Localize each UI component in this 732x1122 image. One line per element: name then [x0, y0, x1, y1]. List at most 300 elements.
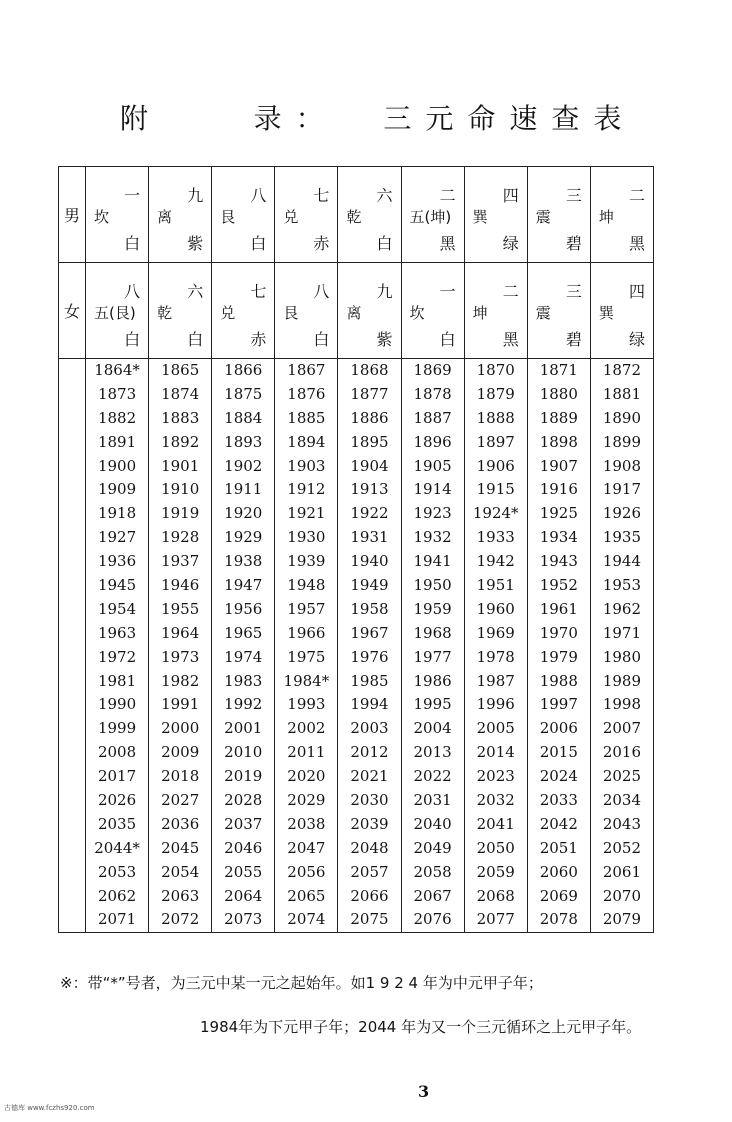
year-value: 2018	[161, 767, 200, 786]
year-value: 1939	[287, 552, 326, 571]
year-value: 1916	[539, 480, 578, 499]
trigram-name: 坤	[598, 208, 614, 226]
star-number: 六	[187, 282, 204, 301]
year-value: 2059	[476, 862, 515, 881]
star-number: 四	[628, 282, 645, 301]
year-column	[464, 359, 527, 933]
male-star-cell	[401, 167, 464, 263]
year-value: 1866	[224, 361, 263, 379]
year-value: 1878	[413, 384, 452, 403]
year-value: 2067	[413, 886, 452, 905]
year-value: 1958	[350, 599, 389, 618]
year-value: 1951	[476, 576, 515, 595]
star-color: 白	[250, 234, 267, 253]
female-star-cell	[590, 263, 653, 359]
year-value: 2036	[161, 814, 200, 833]
year-value: 2026	[97, 791, 137, 810]
year-value: 1979	[539, 647, 578, 666]
trigram-name: 巽	[472, 208, 488, 226]
year-value: 1913	[350, 480, 389, 499]
year-value: 1873	[97, 384, 137, 403]
year-value: 1957	[287, 599, 326, 618]
year-value: 1933	[476, 528, 515, 547]
year-value: 2028	[224, 791, 263, 810]
year-value: 2015	[539, 743, 578, 762]
year-value: 1872	[602, 361, 642, 379]
year-value: 1902	[224, 456, 263, 475]
year-value: 1985	[350, 671, 389, 690]
year-value: 1946	[161, 576, 200, 595]
star-number: 九	[187, 186, 204, 205]
year-value: 1904	[350, 456, 389, 475]
trigram-name: 坎	[409, 304, 425, 322]
year-value: 2055	[224, 862, 263, 881]
year-value: 1995	[413, 695, 452, 714]
year-value: 1877	[350, 384, 389, 403]
year-value: 1905	[413, 456, 452, 475]
year-rows	[59, 359, 654, 933]
year-value: 2031	[413, 791, 452, 810]
year-value: 2014	[476, 743, 515, 762]
year-value: 1921	[287, 504, 326, 523]
year-value: 2045	[161, 838, 200, 857]
year-value: 2075	[350, 910, 389, 929]
year-value: 2041	[476, 814, 515, 833]
star-number: 四	[502, 186, 519, 205]
star-color: 赤	[250, 330, 267, 349]
year-value: 1897	[476, 432, 515, 451]
year-column	[527, 359, 590, 933]
year-value: 1875	[224, 384, 263, 403]
year-value: 2004	[413, 719, 452, 738]
year-value: 1934	[539, 528, 578, 547]
year-value: 2052	[602, 838, 642, 857]
year-value: 1876	[287, 384, 326, 403]
male-star-cell	[527, 167, 590, 263]
year-value: 2025	[602, 767, 642, 786]
trigram-name: 坎	[94, 208, 110, 226]
year-value: 1987	[476, 671, 515, 690]
year-value: 1988	[539, 671, 578, 690]
year-value: 2020	[287, 767, 326, 786]
year-value: 1890	[602, 408, 642, 427]
year-value: 1966	[287, 623, 326, 642]
year-value: 1976	[350, 647, 389, 666]
year-value: 2079	[602, 910, 642, 929]
male-star-cell	[275, 167, 338, 263]
year-value: 1962	[602, 599, 642, 618]
year-value: 1932	[413, 528, 452, 547]
year-value: 1981	[97, 671, 137, 690]
star-number: 八	[250, 186, 267, 205]
star-color: 碧	[565, 330, 582, 349]
year-value: 2000	[161, 719, 200, 738]
female-label: 女	[59, 263, 86, 359]
year-value: 1887	[413, 408, 452, 427]
year-value: 1882	[97, 408, 137, 427]
year-column	[212, 359, 275, 933]
trigram-name: 坤	[472, 304, 488, 322]
year-value: 1943	[539, 552, 578, 571]
male-label: 男	[59, 167, 86, 263]
year-value: 1991	[161, 695, 200, 714]
year-value: 1906	[476, 456, 515, 475]
year-value: 1994	[350, 695, 389, 714]
year-value: 1944	[602, 552, 642, 571]
year-value: 1914	[413, 480, 452, 499]
year-value: 1984*	[283, 671, 330, 690]
year-value: 1986	[413, 671, 452, 690]
female-star-cell	[401, 263, 464, 359]
female-star-cell	[464, 263, 527, 359]
year-value: 2071	[97, 910, 137, 929]
year-value: 1954	[97, 599, 137, 618]
year-value: 1964	[161, 623, 200, 642]
year-value: 2066	[350, 886, 389, 905]
year-column	[401, 359, 464, 933]
year-value: 1982	[161, 671, 200, 690]
year-value: 2070	[602, 886, 642, 905]
year-value: 2044*	[94, 838, 140, 857]
year-value: 2061	[602, 862, 642, 881]
year-value: 1971	[602, 623, 642, 642]
star-color: 黑	[502, 330, 519, 349]
sanyuan-lookup-table	[58, 166, 654, 933]
year-value: 1888	[476, 408, 515, 427]
year-value: 1870	[476, 361, 515, 379]
year-value: 1997	[539, 695, 578, 714]
year-value: 1940	[350, 552, 389, 571]
year-value: 2024	[539, 767, 578, 786]
year-value: 1869	[413, 361, 452, 379]
year-value: 2027	[161, 791, 200, 810]
year-value: 2065	[287, 886, 326, 905]
year-value: 2054	[161, 862, 200, 881]
year-value: 1884	[224, 408, 263, 427]
year-value: 1938	[224, 552, 263, 571]
year-value: 1880	[539, 384, 578, 403]
year-value: 1941	[413, 552, 452, 571]
year-value: 2021	[350, 767, 389, 786]
star-number: 八	[124, 282, 141, 301]
year-value: 2043	[602, 814, 642, 833]
trigram-name: 艮	[283, 304, 299, 322]
year-column	[86, 359, 149, 933]
year-value: 1931	[350, 528, 389, 547]
year-value: 2002	[287, 719, 326, 738]
year-value: 1919	[161, 504, 200, 523]
star-number: 三	[565, 186, 582, 205]
trigram-name: 五(坤)	[409, 208, 452, 226]
star-color: 碧	[565, 234, 582, 253]
year-value: 1915	[476, 480, 515, 499]
star-color: 黑	[628, 234, 645, 253]
year-value: 2019	[224, 767, 263, 786]
year-value: 1989	[602, 671, 642, 690]
year-value: 1894	[287, 432, 326, 451]
year-value: 1918	[97, 504, 137, 523]
trigram-name: 离	[346, 304, 362, 322]
star-color: 白	[313, 330, 330, 349]
year-value: 1908	[602, 456, 642, 475]
year-value: 2076	[413, 910, 452, 929]
year-value: 1892	[161, 432, 200, 451]
year-value: 1942	[476, 552, 515, 571]
year-value: 1963	[97, 623, 137, 642]
page-number: 3	[418, 1082, 430, 1101]
star-color: 黑	[439, 234, 456, 253]
year-value: 2023	[476, 767, 515, 786]
year-value: 1990	[97, 695, 137, 714]
year-value: 1928	[161, 528, 200, 547]
year-value: 2037	[224, 814, 263, 833]
year-value: 2011	[287, 743, 326, 762]
year-value: 1901	[161, 456, 200, 475]
star-color: 紫	[187, 234, 204, 253]
footnote-line-2: 1984年为下元甲子年；2044 年为又一个三元循环之上元甲子年。	[200, 1018, 642, 1036]
female-star-row	[59, 263, 654, 359]
year-value: 2038	[287, 814, 326, 833]
trigram-name: 乾	[346, 208, 362, 226]
year-value: 1947	[224, 576, 263, 595]
footnote-line-1: ※：带“*”号者，为三元中某一元之起始年。如1 9 2 4 年为中元甲子年；	[60, 974, 543, 992]
year-value: 2056	[287, 862, 326, 881]
star-number: 八	[313, 282, 330, 301]
year-value: 2053	[97, 862, 137, 881]
year-value: 1903	[287, 456, 326, 475]
year-value: 1926	[602, 504, 642, 523]
year-value: 1935	[602, 528, 642, 547]
star-number: 二	[628, 186, 645, 205]
year-column	[338, 359, 401, 933]
year-value: 1925	[539, 504, 578, 523]
year-value: 1923	[413, 504, 452, 523]
year-value: 2074	[287, 910, 326, 929]
year-value: 1950	[413, 576, 452, 595]
year-value: 1885	[287, 408, 326, 427]
year-value: 1883	[161, 408, 200, 427]
year-value: 1969	[476, 623, 515, 642]
year-value: 2033	[539, 791, 578, 810]
watermark: 古德库 www.fczhs920.com	[4, 1104, 95, 1112]
year-value: 1917	[602, 480, 642, 499]
year-value: 2005	[476, 719, 515, 738]
year-column	[275, 359, 338, 933]
star-color: 白	[376, 234, 393, 253]
year-value: 1930	[287, 528, 326, 547]
year-value: 1974	[224, 647, 263, 666]
year-value: 1874	[161, 384, 200, 403]
year-value: 2032	[476, 791, 515, 810]
year-value: 1965	[224, 623, 263, 642]
year-value: 1999	[97, 719, 137, 738]
year-value: 1900	[97, 456, 137, 475]
year-value: 1867	[287, 361, 326, 379]
year-value: 2072	[161, 910, 200, 929]
year-value: 2013	[413, 743, 452, 762]
year-value: 1948	[287, 576, 326, 595]
male-star-row	[59, 167, 654, 263]
year-value: 2007	[602, 719, 642, 738]
year-value: 2058	[413, 862, 452, 881]
year-value: 1920	[224, 504, 263, 523]
year-value: 2035	[97, 814, 137, 833]
trigram-name: 巽	[598, 304, 614, 322]
star-color: 绿	[502, 234, 519, 253]
male-star-cell	[464, 167, 527, 263]
male-star-cell	[212, 167, 275, 263]
trigram-name: 离	[157, 208, 173, 226]
male-star-cell	[338, 167, 401, 263]
female-star-cell	[149, 263, 212, 359]
year-value: 2060	[539, 862, 578, 881]
year-value: 1864*	[94, 361, 140, 379]
year-value: 1973	[161, 647, 200, 666]
year-value: 2047	[287, 838, 326, 857]
year-value: 1868	[350, 361, 389, 379]
year-value: 2016	[602, 743, 642, 762]
year-value: 2068	[476, 886, 515, 905]
year-value: 1956	[224, 599, 263, 618]
year-value: 2006	[539, 719, 578, 738]
star-number: 七	[313, 186, 330, 205]
year-value: 2039	[350, 814, 389, 833]
trigram-name: 艮	[220, 208, 236, 226]
year-value: 2062	[97, 886, 137, 905]
year-value: 1967	[350, 623, 389, 642]
year-value: 1955	[161, 599, 200, 618]
year-value: 2034	[602, 791, 642, 810]
year-value: 1907	[539, 456, 578, 475]
year-value: 1959	[413, 599, 452, 618]
star-color: 赤	[313, 234, 330, 253]
trigram-name: 震	[535, 208, 551, 226]
star-color: 紫	[376, 330, 393, 349]
star-number: 二	[439, 186, 456, 205]
year-value: 1881	[602, 384, 642, 403]
blank-gender-cell	[59, 359, 86, 933]
year-value: 1970	[539, 623, 578, 642]
star-color: 白	[187, 330, 204, 349]
year-value: 2029	[287, 791, 326, 810]
year-value: 1983	[224, 671, 263, 690]
year-value: 1996	[476, 695, 515, 714]
year-value: 1945	[97, 576, 137, 595]
year-value: 2008	[97, 743, 137, 762]
star-color: 白	[124, 234, 141, 253]
year-value: 2010	[224, 743, 263, 762]
page-title: 附 录： 三元命速查表	[120, 102, 636, 135]
star-number: 七	[250, 282, 267, 301]
year-value: 1891	[97, 432, 137, 451]
year-value: 2073	[224, 910, 263, 929]
year-value: 1937	[161, 552, 200, 571]
year-value: 1910	[161, 480, 200, 499]
year-value: 1949	[350, 576, 389, 595]
year-value: 1960	[476, 599, 515, 618]
year-value: 2050	[476, 838, 515, 857]
year-value: 2022	[413, 767, 452, 786]
year-value: 2063	[161, 886, 200, 905]
year-value: 1968	[413, 623, 452, 642]
star-number: 一	[124, 186, 141, 205]
year-value: 1865	[161, 361, 200, 379]
male-star-cell	[86, 167, 149, 263]
year-value: 1998	[602, 695, 642, 714]
female-star-cell	[86, 263, 149, 359]
male-star-cell	[590, 167, 653, 263]
year-value: 1871	[539, 361, 578, 379]
male-star-cell	[149, 167, 212, 263]
year-value: 1889	[539, 408, 578, 427]
year-value: 2001	[224, 719, 263, 738]
year-value: 2051	[539, 838, 578, 857]
year-value: 1977	[413, 647, 452, 666]
year-value: 2012	[350, 743, 389, 762]
trigram-name: 五(艮)	[94, 304, 136, 322]
year-value: 1961	[539, 599, 578, 618]
year-column	[149, 359, 212, 933]
year-value: 1898	[539, 432, 578, 451]
year-value: 1927	[97, 528, 137, 547]
year-value: 2077	[476, 910, 515, 929]
year-value: 1886	[350, 408, 389, 427]
trigram-name: 乾	[157, 304, 173, 322]
year-value: 2009	[161, 743, 200, 762]
year-value: 2017	[97, 767, 137, 786]
star-number: 六	[376, 186, 393, 205]
year-value: 2048	[350, 838, 389, 857]
year-value: 1899	[602, 432, 642, 451]
trigram-name: 兑	[220, 304, 236, 322]
year-value: 1972	[97, 647, 137, 666]
year-value: 2040	[413, 814, 452, 833]
year-column	[590, 359, 653, 933]
star-color: 绿	[628, 330, 645, 349]
female-star-cell	[338, 263, 401, 359]
year-value: 1936	[97, 552, 137, 571]
year-value: 2003	[350, 719, 389, 738]
year-value: 2078	[539, 910, 578, 929]
year-value: 1911	[224, 480, 263, 499]
year-value: 1929	[224, 528, 263, 547]
year-value: 1909	[97, 480, 137, 499]
year-value: 1992	[224, 695, 263, 714]
female-star-cell	[275, 263, 338, 359]
trigram-name: 震	[535, 304, 551, 322]
year-value: 1993	[287, 695, 326, 714]
year-value: 1953	[602, 576, 642, 595]
star-number: 一	[439, 282, 456, 301]
star-color: 白	[124, 330, 141, 349]
year-value: 1980	[602, 647, 642, 666]
female-star-cell	[212, 263, 275, 359]
star-color: 白	[439, 330, 456, 349]
year-value: 1879	[476, 384, 515, 403]
star-number: 九	[376, 282, 393, 301]
star-number: 三	[565, 282, 582, 301]
year-value: 1896	[413, 432, 452, 451]
year-value: 1912	[287, 480, 326, 499]
star-number: 二	[502, 282, 519, 301]
year-value: 2030	[350, 791, 389, 810]
year-value: 2057	[350, 862, 389, 881]
year-value: 1893	[224, 432, 263, 451]
year-value: 1978	[476, 647, 515, 666]
female-star-cell	[527, 263, 590, 359]
year-value: 1975	[287, 647, 326, 666]
year-value: 2049	[413, 838, 452, 857]
